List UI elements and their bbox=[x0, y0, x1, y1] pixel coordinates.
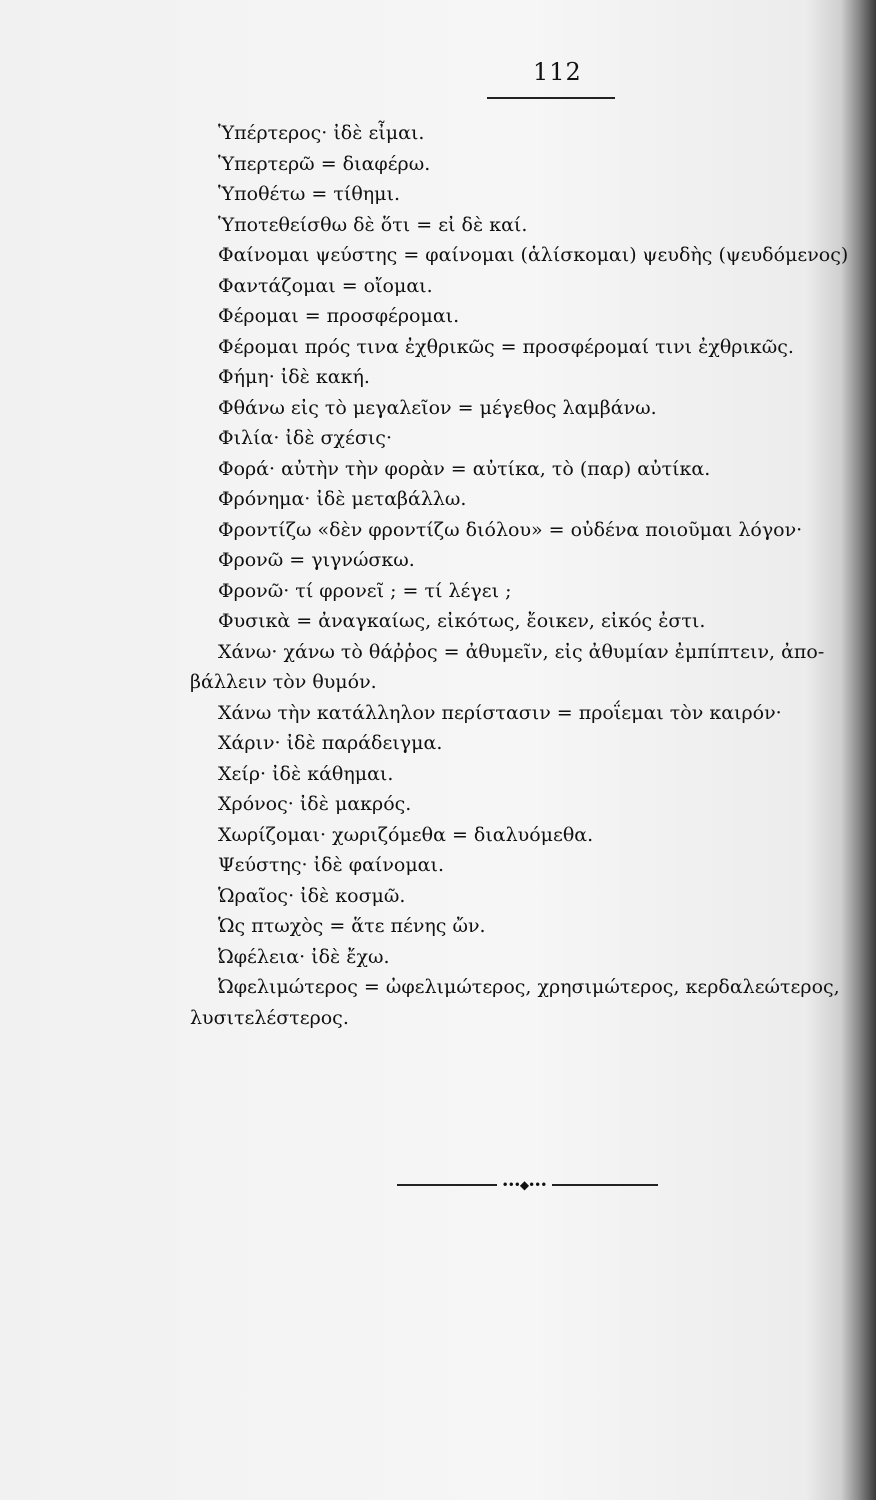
entry-text: Φθάνω εἰς τὸ μεγαλεῖον = μέγεθος λαμβάνω. bbox=[218, 396, 657, 419]
dictionary-entry bbox=[190, 789, 876, 820]
entry-text: Φαίνομαι ψεύστης = φαίνομαι (ἁλίσκομαι) ψευδὴς (ψευδόμενος) bbox=[218, 244, 849, 266]
entry-text: Φιλία· ἰδὲ σχέσις· bbox=[218, 427, 392, 449]
dictionary-entry bbox=[190, 484, 876, 515]
entry-text: Φέρομαι πρός τινα ἐχθρικῶς = προσφέρομαί τινι ἐχθρικῶς. bbox=[218, 335, 794, 358]
entry-text: Ὑπέρτερος· ἰδὲ εἶμαι. bbox=[218, 122, 425, 144]
entry-text: Φρονῶ· τί φρονεῖ ; = τί λέγει ; bbox=[218, 579, 512, 602]
dictionary-entry bbox=[190, 698, 876, 729]
dictionary-entry bbox=[190, 576, 876, 607]
entry-text: Χείρ· ἰδὲ κάθημαι. bbox=[218, 762, 394, 785]
entry-text: Χάνω· χάνω τὸ θάῤῥος = ἀθυμεῖν, εἰς ἀθυμίαν ἐμπίπτειν, ἀπο- bbox=[218, 640, 825, 663]
entry-text: Χωρίζομαι· χωριζόμεθα = διαλυόμεθα. bbox=[218, 823, 594, 846]
dictionary-entry bbox=[190, 911, 876, 942]
dictionary-entry bbox=[190, 606, 876, 637]
entry-text: Φροντίζω «δὲν φροντίζω διόλου» = οὐδένα ποιοῦμαι λόγον· bbox=[218, 518, 803, 541]
dictionary-entry bbox=[190, 972, 876, 1033]
entry-text: Ψεύστης· ἰδὲ φαίνομαι. bbox=[218, 854, 445, 876]
dictionary-entry bbox=[190, 179, 876, 210]
dictionary-entry bbox=[190, 332, 876, 363]
dictionary-entry bbox=[190, 149, 876, 180]
entry-text: Φέρομαι = προσφέρομαι. bbox=[218, 305, 460, 327]
entry-text: Ὑποτεθείσθω δὲ ὅτι = εἰ δὲ καί. bbox=[218, 213, 528, 236]
dictionary-entry bbox=[190, 881, 876, 912]
entry-text: Φήμη· ἰδὲ κακή. bbox=[218, 366, 370, 388]
dictionary-entry bbox=[190, 118, 876, 149]
entry-text: Ὠφελιμώτερος = ὠφελιμώτερος, χρησιμώτερος, κερδαλεώτερος, bbox=[218, 976, 840, 998]
entry-text: Φρόνημα· ἰδὲ μεταβάλλω. bbox=[218, 488, 467, 510]
dictionary-entry bbox=[190, 271, 876, 302]
dictionary-entry bbox=[190, 393, 876, 424]
page-number-rule bbox=[487, 97, 615, 99]
entry-text: Φρονῶ = γιγνώσκω. bbox=[218, 549, 415, 571]
entry-text: Φαντάζομαι = οἴομαι. bbox=[218, 274, 433, 297]
dictionary-entry bbox=[190, 362, 876, 393]
entry-continuation: λυσιτελέστερος. bbox=[190, 1006, 349, 1029]
entry-text: Ὡραῖος· ἰδὲ κοσμῶ. bbox=[218, 884, 406, 907]
dictionary-entry bbox=[190, 728, 876, 759]
dictionary-entry bbox=[190, 423, 876, 454]
entry-text: Ὡς πτωχὸς = ἅτε πένης ὤν. bbox=[218, 915, 486, 937]
entry-text: Χάνω τὴν κατάλληλον περίστασιν = προΐεμαι τὸν καιρόν· bbox=[218, 701, 782, 724]
dictionary-entry bbox=[190, 759, 876, 790]
entry-continuation: βάλλειν τὸν θυμόν. bbox=[190, 671, 377, 693]
entry-text: Χρόνος· ἰδὲ μακρός. bbox=[218, 793, 412, 815]
entry-text: Χάριν· ἰδὲ παράδειγμα. bbox=[218, 732, 443, 754]
page-number: 112 bbox=[533, 58, 582, 86]
dictionary-entry bbox=[190, 210, 876, 241]
dictionary-entry bbox=[190, 454, 876, 485]
dictionary-entry bbox=[190, 545, 876, 576]
entry-text: Φορά· αὐτὴν τὴν φορὰν = αὐτίκα, τὸ (παρ) αὐτίκα. bbox=[218, 457, 711, 480]
entry-text: Ὑποθέτω = τίθημι. bbox=[218, 183, 400, 205]
dictionary-entry bbox=[190, 515, 876, 546]
dictionary-entries bbox=[190, 118, 876, 1033]
ornament-line-right bbox=[552, 1184, 658, 1186]
entry-text: Φυσικὰ = ἀναγκαίως, εἰκότως, ἔοικεν, εἰκός ἐστι. bbox=[218, 610, 706, 632]
end-ornament bbox=[397, 1178, 658, 1192]
dictionary-entry bbox=[190, 240, 876, 271]
ornament-line-left bbox=[397, 1184, 497, 1186]
entry-text: Ὑπερτερῶ = διαφέρω. bbox=[218, 152, 431, 175]
dictionary-entry bbox=[190, 850, 876, 881]
dictionary-entry bbox=[190, 942, 876, 973]
dictionary-entry bbox=[190, 301, 876, 332]
ornament-center: •••◆••• bbox=[501, 1178, 547, 1192]
entry-text: Ὠφέλεια· ἰδὲ ἔχω. bbox=[218, 945, 390, 968]
dictionary-entry bbox=[190, 820, 876, 851]
dictionary-entry bbox=[190, 637, 876, 698]
